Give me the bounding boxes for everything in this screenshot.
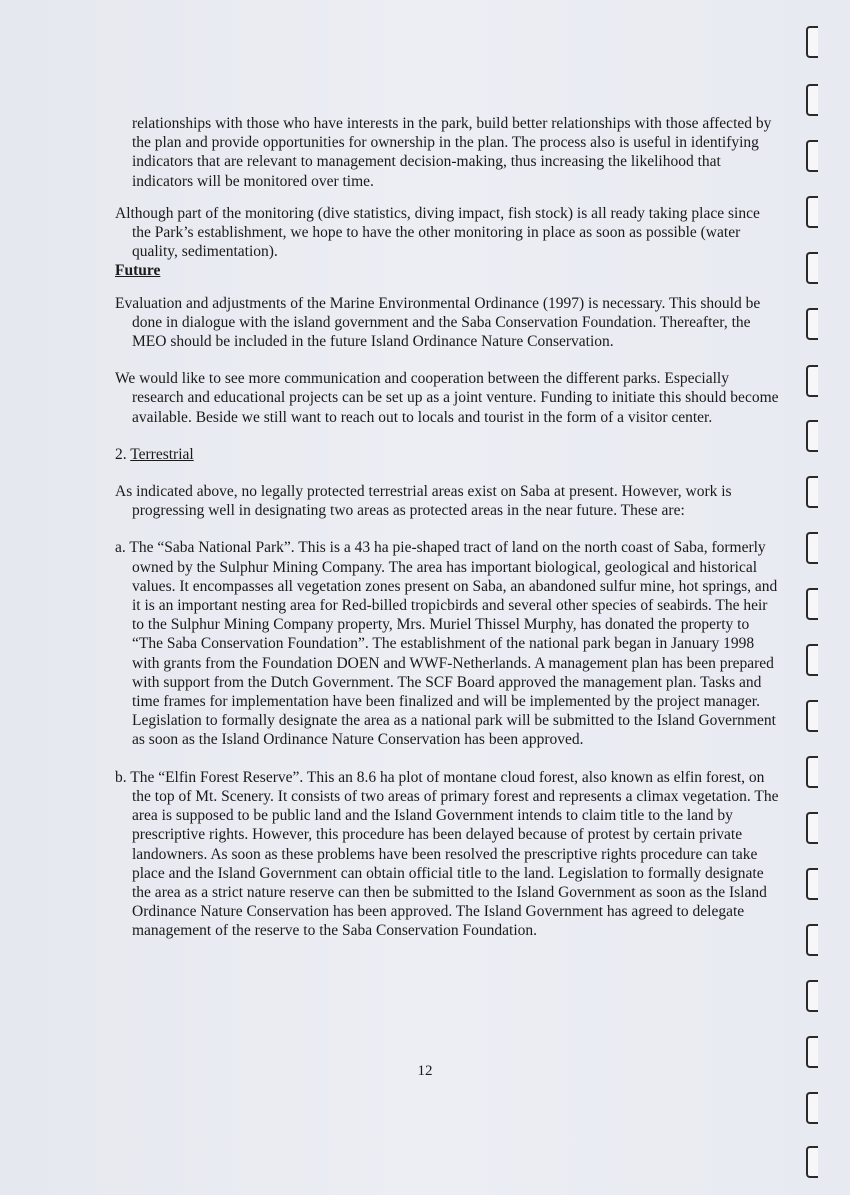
binding-ring — [806, 476, 818, 508]
binding-ring — [806, 84, 818, 116]
terrestrial-heading: Terrestrial — [130, 445, 194, 463]
binding-ring — [806, 644, 818, 676]
binding-ring — [806, 365, 818, 397]
future-heading: Future — [115, 262, 161, 280]
spiral-binding — [806, 20, 826, 1180]
monitoring-paragraph: Although part of the monitoring (dive statistics, diving impact, fish stock) is all ready taking place since the Park’s establishment, we hope to have the other monitoring in place as soon as possible (water quality, sedimentation). — [115, 204, 760, 261]
binding-ring — [806, 308, 818, 340]
binding-ring — [806, 924, 818, 956]
list-item-text: The “Elfin Forest Reserve”. This an 8.6 ha plot of montane cloud forest, also known as elfin forest, on the top of Mt. Scenery. It consists of two areas of primary forest and represents a climax vegetation. The area is supposed to be public land and the Island Government intends to claim title to the land by prescriptive rights. However, this procedure has been delayed because of protest by certain private landowners. As soon as these problems have been resolved the prescriptive rights procedure can take place and the Island Government can obtain official title to the land. Legislation to formally designate the area as a strict nature reserve can then be submitted to the Island Government as soon as the Island Ordinance Nature Conservation has been approved. The Island Government has agreed to delegate management of the reserve to the Saba Conservation Foundation. — [130, 768, 779, 940]
binding-ring — [806, 700, 818, 732]
terrestrial-section-heading — [115, 445, 780, 464]
binding-ring — [806, 26, 818, 58]
document-body — [115, 114, 780, 941]
page-number: 12 — [417, 1063, 433, 1079]
binding-ring — [806, 812, 818, 844]
binding-ring — [806, 252, 818, 284]
future-paragraph-1: Evaluation and adjustments of the Marine Environmental Ordinance (1997) is necessary. This should be done in dialogue with the island government and the Saba Conservation Foundation. Thereafter, the MEO should be included in the future Island Ordinance Nature Conservation. — [115, 294, 761, 351]
binding-ring — [806, 532, 818, 564]
list-item-elfin-forest-reserve — [115, 768, 780, 941]
future-paragraph-2: We would like to see more communication and cooperation between the different parks. Especially research and educational projects can be set up as a joint venture. Funding to initiate this should become available. Beside we still want to reach out to locals and tourist in the form of a visitor center. — [115, 370, 779, 426]
binding-ring — [806, 420, 818, 452]
binding-ring — [806, 868, 818, 900]
list-item-saba-national-park — [115, 538, 780, 749]
intro-paragraph: relationships with those who have interests in the park, build better relationships with those affected by the plan and provide opportunities for ownership in the plan. The process also is useful in identifying indicators that are relevant to management decision-making, thus increasing the likelihood that indicators will be monitored over time. — [132, 115, 772, 190]
binding-ring — [806, 140, 818, 172]
list-item-marker: a. — [115, 539, 126, 557]
terrestrial-intro: As indicated above, no legally protected terrestrial areas exist on Saba at present. However, work is progressing well in designating two areas as protected areas in the near future. These are: — [115, 483, 732, 520]
binding-ring — [806, 1146, 818, 1178]
binding-ring — [806, 196, 818, 228]
binding-ring — [806, 980, 818, 1012]
binding-ring — [806, 588, 818, 620]
terrestrial-number: 2. — [115, 445, 127, 463]
list-item-text: The “Saba National Park”. This is a 43 ha pie-shaped tract of land on the north coast of Saba, formerly owned by the Sulphur Mining Company. The area has important biological, geological and historical values. It encompasses all vegetation zones present on Saba, an abandoned sulfur mine, hot springs, and it is an important nesting area for Red-billed tropicbirds and several other species of seabirds. The heir to the Sulphur Mining Company property, Mrs. Muriel Thissel Murphy, has donated the property to “The Saba Conservation Foundation”. The establishment of the national park began in January 1998 with grants from the Foundation DOEN and WWF-Netherlands. A management plan has been prepared with support from the Dutch Government. The SCF Board approved the management plan. Tasks and time frames for implementation have been finalized and will be implemented by the project manager. Legislation to formally designate the area as a national park will be submitted to the Island Government as soon as the Island Ordinance Nature Conservation has been approved. — [129, 539, 778, 749]
binding-ring — [806, 756, 818, 788]
list-item-marker: b. — [115, 768, 127, 786]
binding-ring — [806, 1036, 818, 1068]
binding-ring — [806, 1092, 818, 1124]
